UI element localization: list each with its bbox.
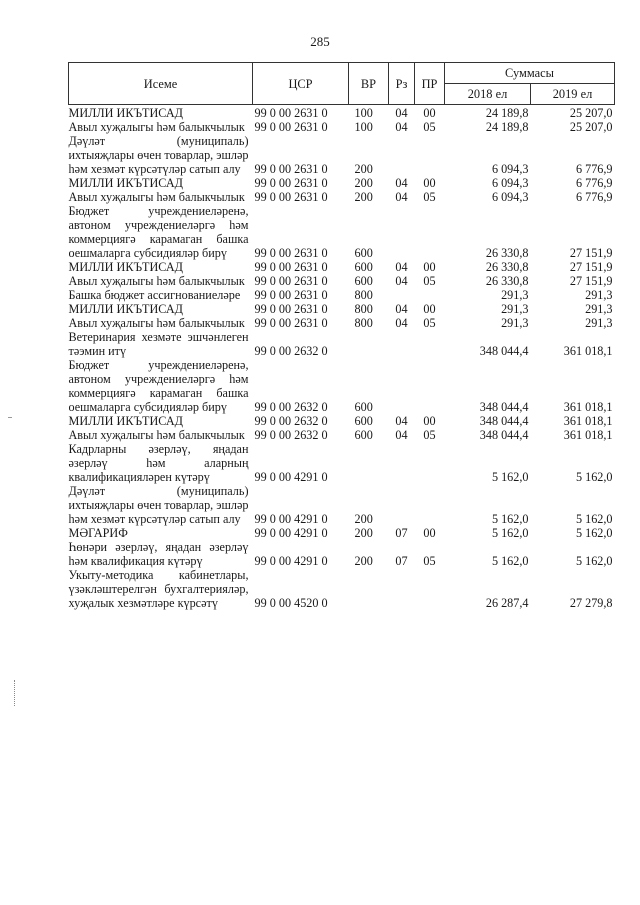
row-rz xyxy=(389,442,415,484)
row-name: МИЛЛИ ИКЪТИСАД xyxy=(68,302,183,316)
row-rz xyxy=(389,204,415,260)
table-row xyxy=(69,414,615,428)
row-pr xyxy=(415,568,445,610)
table-row xyxy=(69,568,615,610)
row-sum-2018: 348 044,4 xyxy=(479,400,529,414)
row-pr: 05 xyxy=(423,316,436,330)
row-name: МИЛЛИ ИКЪТИСАД xyxy=(68,106,183,120)
row-name: Укыту-методика кабинетлары, үзәкләштерелгән бухгалтерияләр, хуҗалык хезмәтләре күрсәтү xyxy=(68,568,249,610)
row-sum-2018: 291,3 xyxy=(501,302,529,316)
row-sum-2019: 5 162,0 xyxy=(575,554,613,568)
row-name: Кадрларны әзерләү, яңадан әзерләү һәм аларның квалификацияләрен күтәрү xyxy=(68,442,249,484)
row-name: Ветеринария хезмәте эшчәнлеген тәэмин итү xyxy=(68,330,249,358)
row-name: Авыл хуҗалыгы һәм балыкчылык xyxy=(68,190,245,204)
row-sum-2019: 361 018,1 xyxy=(563,400,613,414)
row-csr: 99 0 00 4291 0 xyxy=(254,470,328,484)
row-sum-2018: 5 162,0 xyxy=(491,526,529,540)
row-csr: 99 0 00 2631 0 xyxy=(254,246,328,260)
row-pr: 05 xyxy=(423,428,436,442)
row-pr: 00 xyxy=(423,302,436,316)
row-csr: 99 0 00 2631 0 xyxy=(254,274,328,288)
row-csr: 99 0 00 4291 0 xyxy=(254,554,328,568)
row-vr xyxy=(349,330,389,358)
row-vr: 200 xyxy=(354,190,373,204)
row-rz: 04 xyxy=(395,414,408,428)
row-sum-2018: 5 162,0 xyxy=(491,554,529,568)
row-sum-2019: 291,3 xyxy=(585,302,613,316)
margin-dots xyxy=(14,680,17,706)
table-row xyxy=(69,176,615,190)
row-sum-2018: 6 094,3 xyxy=(491,176,529,190)
row-pr: 00 xyxy=(423,414,436,428)
row-rz xyxy=(389,484,415,526)
row-rz: 04 xyxy=(395,106,408,120)
table-row xyxy=(69,274,615,288)
row-vr: 200 xyxy=(354,554,373,568)
row-sum-2018: 26 287,4 xyxy=(485,596,529,610)
row-vr: 100 xyxy=(354,106,373,120)
table-header xyxy=(69,63,615,105)
row-sum-2019: 361 018,1 xyxy=(563,414,613,428)
row-csr: 99 0 00 4520 0 xyxy=(254,596,328,610)
header-csr: ЦСР xyxy=(253,63,349,105)
row-csr: 99 0 00 2631 0 xyxy=(254,302,328,316)
row-csr: 99 0 00 2631 0 xyxy=(254,120,328,134)
row-vr: 800 xyxy=(354,316,373,330)
table-row xyxy=(69,316,615,330)
table-row xyxy=(69,484,615,526)
row-vr: 800 xyxy=(354,302,373,316)
table-row xyxy=(69,442,615,484)
row-csr: 99 0 00 2631 0 xyxy=(254,162,328,176)
row-csr: 99 0 00 2631 0 xyxy=(254,106,328,120)
row-sum-2018: 291,3 xyxy=(501,316,529,330)
row-pr xyxy=(415,204,445,260)
row-csr: 99 0 00 2632 0 xyxy=(254,428,328,442)
table-row xyxy=(69,526,615,540)
row-name: Авыл хуҗалыгы һәм балыкчылык xyxy=(68,274,245,288)
row-vr: 600 xyxy=(354,414,373,428)
row-pr: 00 xyxy=(423,176,436,190)
row-sum-2018: 348 044,4 xyxy=(479,344,529,358)
row-sum-2018: 6 094,3 xyxy=(491,162,529,176)
row-sum-2019: 5 162,0 xyxy=(575,512,613,526)
table-row xyxy=(69,204,615,260)
row-vr: 600 xyxy=(354,274,373,288)
table-row xyxy=(69,358,615,414)
row-name: Дәүләт (муниципаль) ихтыяҗлары өчен товарлар, эшләр һәм хезмәт күрсәтүләр сатып алу xyxy=(68,134,249,176)
row-rz xyxy=(389,134,415,176)
row-vr: 200 xyxy=(354,162,373,176)
row-name: Һөнәри әзерләү, яңадан әзерләү һәм квалификация күтәрү xyxy=(68,540,249,568)
margin-mark xyxy=(8,417,12,418)
header-year-2019: 2019 ел xyxy=(531,84,615,105)
table-row xyxy=(69,105,615,121)
row-csr: 99 0 00 2632 0 xyxy=(254,400,328,414)
table-row xyxy=(69,120,615,134)
row-csr: 99 0 00 2632 0 xyxy=(254,344,328,358)
row-rz xyxy=(389,330,415,358)
row-sum-2019: 6 776,9 xyxy=(575,176,613,190)
row-pr: 05 xyxy=(423,274,436,288)
row-rz xyxy=(389,288,415,302)
row-vr xyxy=(349,442,389,484)
row-sum-2019: 6 776,9 xyxy=(575,190,613,204)
row-vr xyxy=(349,568,389,610)
table-body xyxy=(69,105,615,611)
row-name: Бюджет учреждениеләренә, автоном учреждениеләргә һәм коммерциягә карамаган башка оешмаларга субсидияләр бирү xyxy=(68,358,249,414)
row-rz: 07 xyxy=(395,526,408,540)
row-name: Бюджет учреждениеләренә, автоном учреждениеләргә һәм коммерциягә карамаган башка оешмаларга субсидияләр бирү xyxy=(68,204,249,260)
row-vr: 800 xyxy=(354,288,373,302)
row-vr: 600 xyxy=(354,260,373,274)
row-sum-2018: 5 162,0 xyxy=(491,512,529,526)
row-name: МИЛЛИ ИКЪТИСАД xyxy=(68,260,183,274)
row-sum-2018: 26 330,8 xyxy=(485,246,529,260)
row-pr: 00 xyxy=(423,526,436,540)
row-rz xyxy=(389,568,415,610)
header-name: Исеме xyxy=(69,63,253,105)
row-sum-2019: 291,3 xyxy=(585,288,613,302)
row-rz: 04 xyxy=(395,176,408,190)
row-name: Башка бюджет ассигнованиеләре xyxy=(68,288,241,302)
row-csr: 99 0 00 4291 0 xyxy=(254,512,328,526)
row-name: Авыл хуҗалыгы һәм балыкчылык xyxy=(68,428,245,442)
row-sum-2019: 361 018,1 xyxy=(563,428,613,442)
table-row xyxy=(69,190,615,204)
table-row xyxy=(69,330,615,358)
row-pr: 05 xyxy=(423,554,436,568)
row-csr: 99 0 00 2631 0 xyxy=(254,288,328,302)
row-sum-2019: 27 151,9 xyxy=(569,246,613,260)
row-sum-2019: 6 776,9 xyxy=(575,162,613,176)
row-vr: 100 xyxy=(354,120,373,134)
table-row xyxy=(69,540,615,568)
row-sum-2018: 24 189,8 xyxy=(485,106,529,120)
row-csr: 99 0 00 2631 0 xyxy=(254,260,328,274)
row-pr xyxy=(415,288,445,302)
header-vr: ВР xyxy=(349,63,389,105)
header-year-2018: 2018 ел xyxy=(445,84,531,105)
table-row xyxy=(69,260,615,274)
header-pr: ПР xyxy=(415,63,445,105)
row-name: Авыл хуҗалыгы һәм балыкчылык xyxy=(68,120,245,134)
row-csr: 99 0 00 2631 0 xyxy=(254,176,328,190)
row-sum-2018: 6 094,3 xyxy=(491,190,529,204)
row-vr: 200 xyxy=(354,176,373,190)
row-sum-2018: 291,3 xyxy=(501,288,529,302)
row-sum-2019: 27 151,9 xyxy=(569,274,613,288)
row-sum-2019: 5 162,0 xyxy=(575,526,613,540)
row-sum-2018: 26 330,8 xyxy=(485,274,529,288)
row-name: Авыл хуҗалыгы һәм балыкчылык xyxy=(68,316,245,330)
row-rz: 04 xyxy=(395,190,408,204)
row-pr xyxy=(415,330,445,358)
row-rz: 04 xyxy=(395,316,408,330)
row-pr: 05 xyxy=(423,190,436,204)
row-name: МИЛЛИ ИКЪТИСАД xyxy=(68,414,183,428)
row-sum-2018: 26 330,8 xyxy=(485,260,529,274)
table-row xyxy=(69,288,615,302)
row-sum-2018: 348 044,4 xyxy=(479,428,529,442)
row-sum-2019: 5 162,0 xyxy=(575,470,613,484)
row-rz: 07 xyxy=(395,554,408,568)
row-sum-2019: 291,3 xyxy=(585,316,613,330)
table-row xyxy=(69,428,615,442)
row-name: МИЛЛИ ИКЪТИСАД xyxy=(68,176,183,190)
row-pr xyxy=(415,442,445,484)
row-sum-2019: 25 207,0 xyxy=(569,120,613,134)
row-name: Дәүләт (муниципаль) ихтыяҗлары өчен товарлар, эшләр һәм хезмәт күрсәтүләр сатып алу xyxy=(68,484,249,526)
row-vr: 600 xyxy=(354,246,373,260)
row-rz: 04 xyxy=(395,260,408,274)
budget-table xyxy=(68,62,615,610)
row-csr: 99 0 00 2632 0 xyxy=(254,414,328,428)
row-pr: 00 xyxy=(423,106,436,120)
row-sum-2018: 24 189,8 xyxy=(485,120,529,134)
row-sum-2018: 348 044,4 xyxy=(479,414,529,428)
row-vr: 600 xyxy=(354,400,373,414)
row-csr: 99 0 00 2631 0 xyxy=(254,190,328,204)
row-vr: 200 xyxy=(354,512,373,526)
row-sum-2019: 25 207,0 xyxy=(569,106,613,120)
row-rz xyxy=(389,358,415,414)
row-sum-2018: 5 162,0 xyxy=(491,470,529,484)
row-csr: 99 0 00 2631 0 xyxy=(254,316,328,330)
table-row xyxy=(69,302,615,316)
row-pr xyxy=(415,134,445,176)
row-sum-2019: 361 018,1 xyxy=(563,344,613,358)
row-csr: 99 0 00 4291 0 xyxy=(254,526,328,540)
row-rz: 04 xyxy=(395,428,408,442)
row-rz: 04 xyxy=(395,120,408,134)
table-row xyxy=(69,134,615,176)
row-name: МӘГАРИФ xyxy=(68,526,128,540)
row-rz: 04 xyxy=(395,302,408,316)
header-rz: Рз xyxy=(389,63,415,105)
page-number: 285 xyxy=(310,34,330,49)
row-pr: 05 xyxy=(423,120,436,134)
row-vr: 600 xyxy=(354,428,373,442)
row-vr: 200 xyxy=(354,526,373,540)
row-pr xyxy=(415,484,445,526)
row-pr xyxy=(415,358,445,414)
header-sums: Суммасы xyxy=(445,63,615,84)
row-sum-2019: 27 279,8 xyxy=(569,596,613,610)
row-pr: 00 xyxy=(423,260,436,274)
row-rz: 04 xyxy=(395,274,408,288)
row-sum-2019: 27 151,9 xyxy=(569,260,613,274)
